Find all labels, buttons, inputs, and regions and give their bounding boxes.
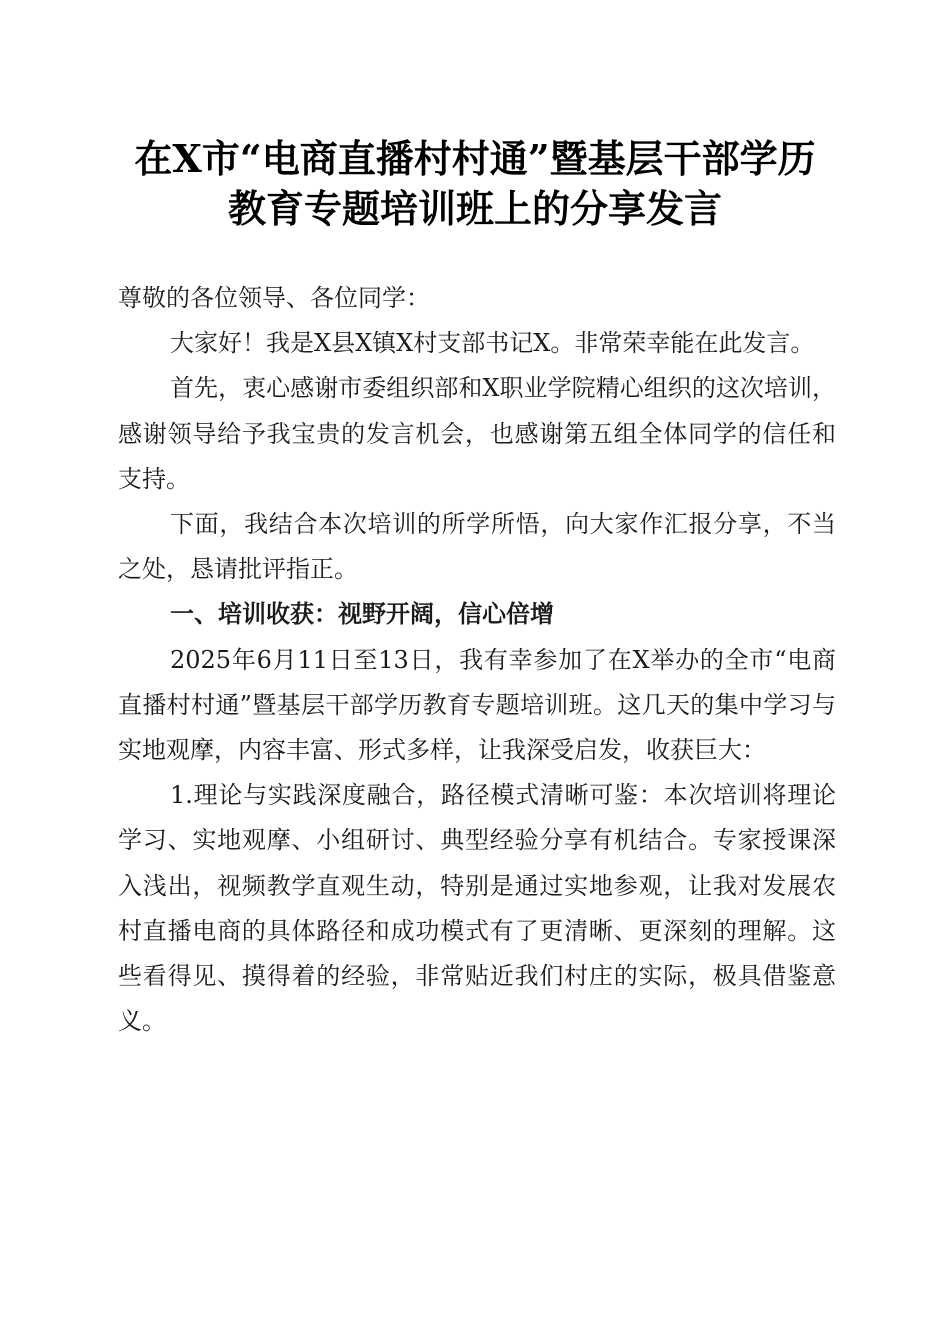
document-title-line-2: 教育专题培训班上的分享发言: [227, 186, 722, 231]
paragraph-greeting: 大家好！我是X县X镇X村支部书记X。非常荣幸能在此发言。: [170, 329, 815, 358]
document-body: [118, 276, 836, 1044]
section-heading-1: 一、培训收获：视野开阔，信心倍增: [170, 600, 554, 629]
document-title-line-1: 在X市“电商直播村村通”暨基层干部学历: [134, 136, 816, 181]
paragraph-training-overview: 2025年6月11日至13日，我有幸参加了在X举办的全市“电商直播村村通”暨基层干部学历教育专题培训班。这几天的集中学习与实地观摩，内容丰富、形式多样，让我深受启发，收获巨大：: [118, 645, 836, 765]
paragraph-point-1: 1.理论与实践深度融合，路径模式清晰可鉴：本次培训将理论学习、实地观摩、小组研讨、典型经验分享有机结合。专家授课深入浅出，视频教学直观生动，特别是通过实地参观，让我对发展农村直播电商的具体路径和成功模式有了更清晰、更深刻的理解。这些看得见、摸得着的经验，非常贴近我们村庄的实际，极具借鉴意义。: [118, 781, 836, 1036]
paragraph-thanks: 首先，衷心感谢市委组织部和X职业学院精心组织的这次培训，感谢领导给予我宝贵的发言机会，也感谢第五组全体同学的信任和支持。: [118, 374, 836, 493]
paragraph-intro: 下面，我结合本次培训的所学所悟，向大家作汇报分享，不当之处，恳请批评指正。: [118, 510, 836, 584]
salutation: 尊敬的各位领导、各位同学：: [118, 284, 430, 312]
